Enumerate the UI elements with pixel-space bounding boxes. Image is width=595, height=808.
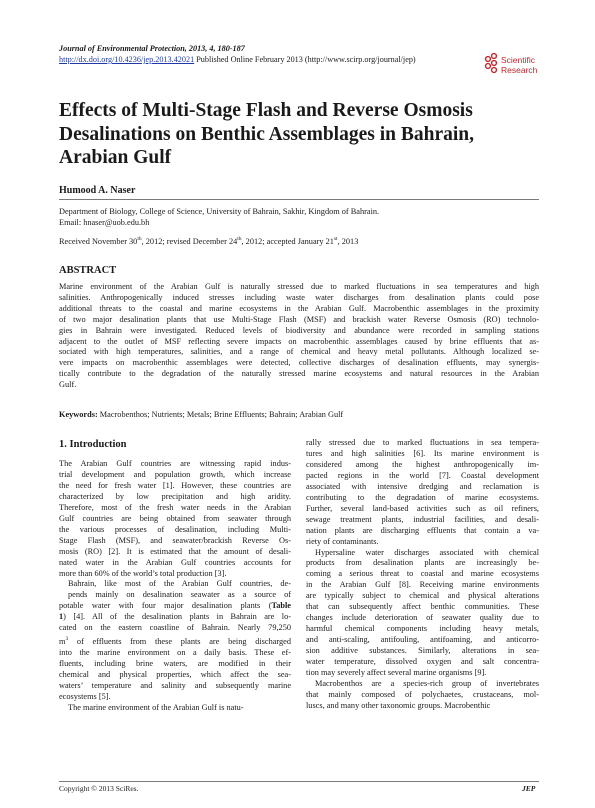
footer-copyright: Copyright © 2013 SciRes.: [59, 784, 139, 793]
text-line: Gulf countries are being obtained from seawater through: [59, 513, 291, 523]
text-line: coming a serious threat to coastal and marine ecosystems: [306, 569, 539, 579]
text-line: water temperature, dissolved oxygen and salt concentra-: [306, 657, 539, 667]
abstract-heading: ABSTRACT: [59, 265, 117, 276]
affiliation-text: Department of Biology, College of Science, University of Bahrain, Sakhir, Kingdom of Bahrain.: [59, 207, 380, 216]
left-column: [59, 459, 291, 714]
text-line: waters’ temperature and salinity and subsequently marine: [59, 680, 291, 690]
text-line: changes include deterioration of seawater quality due to: [306, 613, 539, 623]
text-line: Gulf.: [59, 380, 77, 390]
text-line: additional threats to the coastal and marine ecosystems in the Arabian Gulf. Macrobenthic assemblages in the proximity: [59, 303, 539, 313]
text-line: The Arabian Gulf countries are witnessing rapid indus-: [59, 459, 291, 468]
text-line: nated water in the Arabian Gulf countries accounts for: [59, 557, 291, 567]
affiliation: [59, 207, 379, 228]
title-line: Effects of Multi-Stage Flash and Reverse Osmosis: [59, 100, 473, 121]
text-line: rally stressed due to marked fluctuations in sea tempera-: [306, 438, 539, 447]
text-line: Marine environment of the Arabian Gulf is naturally stressed due to marked fluctuations in sea temperatures and high: [59, 282, 539, 291]
table-reference-number[interactable]: 1: [59, 612, 64, 622]
text-line: into the marine environment on a daily basis. These ef-: [59, 647, 291, 657]
revised-text: , 2012; revised December 24: [141, 236, 238, 246]
text-line: gies in Bahrain were investigated. Reduced levels of biodiversity and abundance were recorded in sampling stations: [59, 325, 539, 335]
text-line: pends mainly on desalination seawater as a source of: [68, 590, 291, 600]
received-text: Received November 30: [59, 236, 138, 246]
text-line: pacted regions in the world [7]. Coastal development: [306, 470, 539, 480]
text-line: Hypersaline water discharges associated with chemical: [315, 547, 539, 557]
paragraph: [59, 579, 291, 702]
text-line: luscs, and many other taxonomic groups. Macrobenthic: [306, 700, 491, 710]
journal-citation: Journal of Environmental Protection, 2013, 4, 180-187: [59, 44, 245, 53]
doi-line: [59, 55, 416, 64]
text-line: tures and high salinities [6]. Its marine environment is: [306, 448, 539, 458]
author-name: Humood A. Naser: [59, 185, 136, 196]
text-line: salinities. Anthropogenically induced stresses including waste water discharges from desalination plants could pose: [59, 292, 539, 302]
logo-line2: Research: [501, 65, 538, 75]
text-line: $m^3$ of effluents from these plants are being discharged: [59, 636, 291, 647]
paper-title: [59, 99, 529, 170]
ordinal-sup: th: [137, 236, 142, 242]
text-line: mosis (RO) [2]. It is estimated that the amount of desali-: [59, 546, 291, 556]
unit-superscript: 3: [65, 636, 69, 643]
paragraph: [306, 679, 539, 712]
text-line: sociated with high temperatures, salinities, and a range of chemical and heavy metal pollutants. Although localized se-: [59, 347, 539, 357]
text-line: that mainly composed of polychaetes, crustaceans, mol-: [306, 689, 539, 699]
divider: [59, 199, 539, 200]
text-line: Therefore, most of the fresh water needs in the Arabian: [59, 502, 291, 512]
text-line: Further, several land-based activities such as oil refiners,: [306, 503, 539, 513]
right-column: [306, 438, 539, 712]
text-line: Macrobenthos are a species-rich group of invertebrates: [315, 678, 539, 688]
paragraph: [59, 459, 291, 579]
footer-journal: JEP: [522, 784, 536, 793]
footer-divider: [59, 781, 539, 782]
text-line: in the Arabian Gulf [8]. Receiving marine environments: [306, 580, 539, 590]
text-line: and anti-scaling, antifouling, antifoaming, and anticorro-: [306, 635, 539, 645]
table-reference[interactable]: Table: [271, 601, 291, 611]
text-line: ecosystems [5].: [59, 691, 111, 701]
text-line: sion additive substances. Similarly, alterations in sea-: [306, 646, 539, 656]
accepted-text: , 2012; accepted January 21: [241, 236, 334, 246]
text-line: characterized by low precipitation and high aridity.: [59, 491, 291, 501]
text-line: the need for fresh water [1]. However, these countries are: [59, 480, 291, 490]
text-line: trial development and population growth, which increase: [59, 469, 291, 479]
text-line: of two major desalination plants that use Multi-Stage Flash (MSF) and brackish water Reverse Osmosis (RO) technolo-: [59, 314, 539, 324]
logo-line1: Scientific: [501, 55, 536, 65]
ordinal-sup: st: [333, 236, 338, 242]
abstract-body: [59, 282, 539, 391]
section-heading-introduction: 1. Introduction: [59, 439, 127, 450]
text-line: associated with intensive dredging and reclamation is: [306, 481, 539, 491]
title-line: Arabian Gulf: [59, 147, 172, 168]
doi-link[interactable]: http://dx.doi.org/10.4236/jep.2013.42021: [59, 55, 195, 64]
paragraph: [306, 438, 539, 548]
text-line: riety of contaminants.: [306, 536, 379, 546]
text-line: tion may severely affect several marine organisms [9].: [306, 668, 487, 678]
text-line: adjacent to the outlet of MSF reflecting severe impacts on macrobenthic assemblages caused by brine effluents that as-: [59, 336, 539, 346]
text-line: are typically subject to chemical and physical alterations: [306, 591, 539, 601]
text-line: harmful chemical components including heavy metals,: [306, 624, 539, 634]
text-line: chemical and physical properties, which affect the sea-: [59, 669, 291, 679]
text-line: products from desalination plants are increasingly be-: [306, 558, 539, 568]
text-line: 1) [4]. All of the desalination plants in Bahrain are lo-: [59, 612, 291, 622]
text-line: Bahrain, like most of the Arabian Gulf countries, de-: [68, 579, 291, 589]
text-line: the various processes of desalination, including Multi-: [59, 524, 291, 534]
logo-text: [501, 55, 537, 75]
author-email: Email: hnaser@uob.edu.bh: [59, 217, 150, 227]
text-line: Stage Flash (MSF), and seawater/brackish Reverse Os-: [59, 535, 291, 545]
ordinal-sup: th: [237, 236, 242, 242]
text-line: potable water with four major desalination plants (Table: [59, 601, 291, 611]
text-line: fluents, including brine waters, are modified in their: [59, 658, 291, 668]
paragraph: [306, 548, 539, 679]
title-line: Desalinations on Benthic Assemblages in Bahrain,: [59, 123, 474, 145]
paragraph: The marine environment of the Arabian Gulf is natu-: [68, 702, 244, 712]
text-line: nation plants are discharging effluents that contain a va-: [306, 525, 539, 535]
text-line: more than 60% of the world’s total production [3].: [59, 568, 227, 578]
keywords: [59, 410, 343, 419]
text-line: tically contribute to the degradation of the naturally stressed marine ecosystems and natural resources in the Arabian: [59, 369, 539, 379]
text-line: that can subsequently affect benthic communities. These: [306, 602, 539, 612]
accepted-year: , 2013: [337, 236, 359, 246]
text-line: considered among the highest anthropogenically im-: [306, 459, 539, 469]
keywords-label: Keywords:: [59, 410, 98, 419]
received-dates: [59, 236, 358, 246]
text-line: contributing to the degradation of marine ecosystems.: [306, 492, 539, 502]
text-line: cated on the eastern coastline of Bahrain. Nearly 79,250: [59, 623, 291, 633]
text-line: vere impacts on macrobenthic assemblages were detected, collective discharges of desalination effluents, may synergis-: [59, 358, 539, 368]
published-info: Published Online February 2013 (http://www.scirp.org/journal/jep): [196, 55, 416, 64]
text-line: sewage treatment plants, industrial facilities, and desali-: [306, 514, 539, 524]
keywords-list: Macrobenthos; Nutrients; Metals; Brine Effluents; Bahrain; Arabian Gulf: [99, 410, 344, 419]
